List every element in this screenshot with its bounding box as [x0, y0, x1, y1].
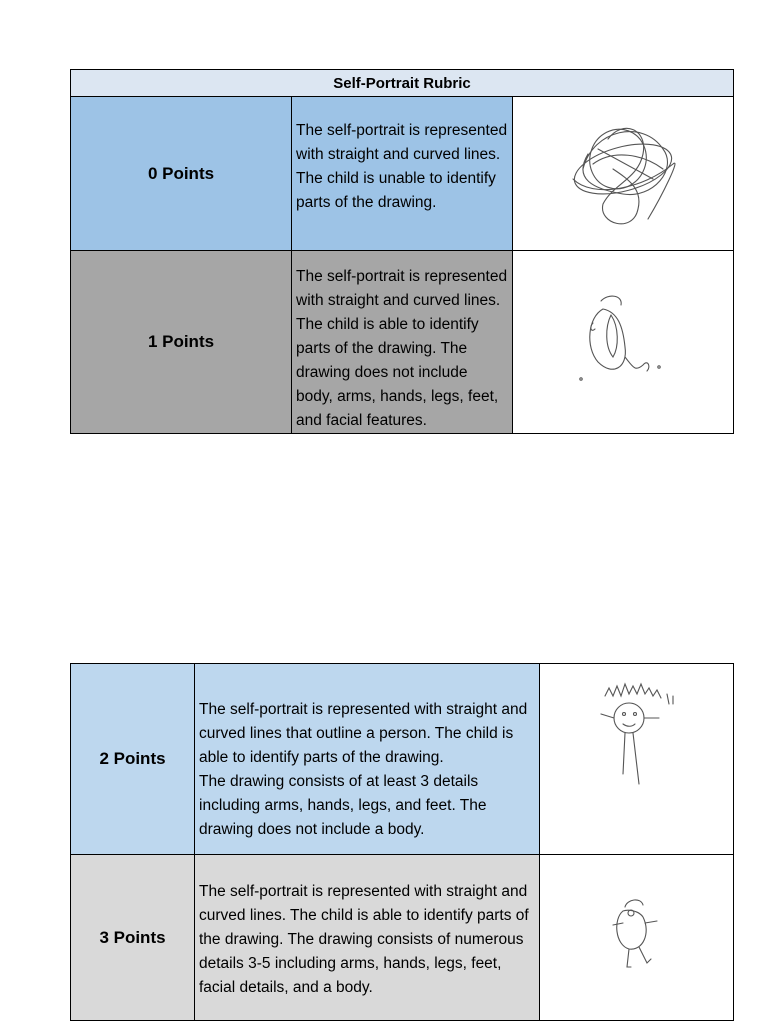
figure-with-body-drawing-image	[577, 883, 697, 993]
table-row	[71, 97, 734, 251]
table-row	[71, 664, 734, 855]
rubric-table-top	[70, 69, 734, 434]
description-line: The drawing consists of at least 3 details including arms, hands, legs, and feet. The drawing does not include a body.	[199, 773, 487, 838]
table-row	[71, 855, 734, 1021]
points-label: 1 Points	[71, 251, 292, 434]
figure-with-body-drawing	[540, 855, 734, 1021]
blob-drawing-image	[563, 287, 683, 397]
points-label: 0 Points	[71, 97, 292, 251]
stick-figure-drawing-image	[577, 674, 697, 804]
points-label: 3 Points	[71, 855, 195, 1021]
scribble-drawing	[513, 97, 734, 251]
description-text: The self-portrait is represented with straight and curved lines. The child is able to identify parts of the drawing. The drawing does not include body, arms, hands, legs, feet, and facial features.	[296, 268, 508, 429]
description-line: The self-portrait is represented with straight and curved lines that outline a person. The child is able to identify parts of the drawing.	[199, 701, 528, 766]
points-label: 2 Points	[71, 664, 195, 855]
stick-figure-drawing	[540, 664, 734, 855]
description-cell	[195, 664, 540, 855]
rubric-title: Self-Portrait Rubric	[71, 70, 734, 97]
table-row	[71, 251, 734, 434]
rubric-table-bottom	[70, 663, 734, 1021]
description-cell	[195, 855, 540, 1021]
description-text	[199, 676, 535, 842]
description-cell	[292, 97, 513, 251]
description-cell	[292, 251, 513, 434]
description-text: The self-portrait is represented with straight and curved lines. The child is unable to identify parts of the drawing.	[296, 122, 508, 211]
description-text: The self-portrait is represented with straight and curved lines. The child is able to identify parts of the drawing. The drawing consists of numerous details 3-5 including arms, hands, legs, feet, facial details, and a body.	[199, 882, 529, 996]
blob-drawing	[513, 251, 734, 434]
scribble-drawing-image	[553, 109, 693, 239]
